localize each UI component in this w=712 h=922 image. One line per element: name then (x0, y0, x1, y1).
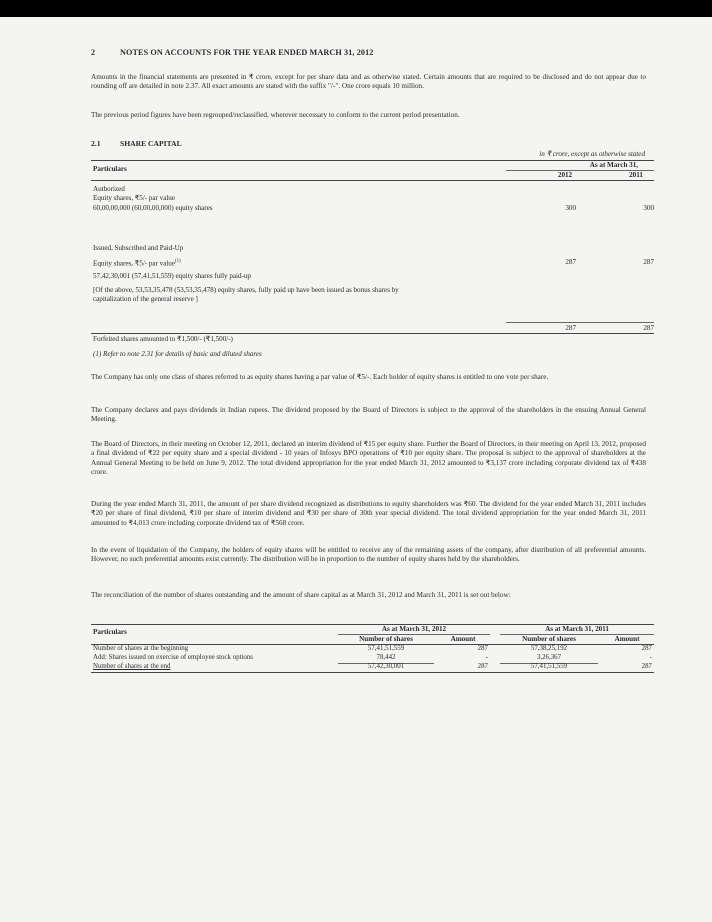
bonus-note: [Of the above, 53,53,35,478 (53,53,35,478) equity shares, fully paid up have been issued as bonus shares by capitalization of the general reserve ] (93, 286, 399, 304)
authorized-line2: 60,00,00,000 (60,00,00,000) equity shares (93, 204, 213, 212)
recon-row-n2012: 78,442 (376, 654, 396, 661)
table-rule (91, 672, 654, 673)
paragraph-share-class: The Company has only one class of shares referred to as equity shares having a par value of ₹5/-. Each holder of equity shares is entitled to one vote per share. (91, 373, 549, 381)
paragraph-dividends: The Company declares and pays dividends in Indian rupees. The dividend proposed by the Board of Directors is subject to the approval of the shareholders in the ensuing Annual General Meeting. (91, 406, 646, 424)
authorized-2012: 300 (565, 204, 576, 212)
recon-row-a2012: 287 (477, 645, 488, 652)
table-rule (506, 322, 654, 323)
recon-row-n2011: 57,41,51,559 (530, 663, 568, 670)
authorized-label: Authorized (93, 185, 125, 193)
issued-superscript: (1) (174, 259, 181, 264)
intro-paragraph: Amounts in the financial statements are presented in ₹ crore, except for per share data and as otherwise stated. Certain amounts that are required to be disclosed and do not appear due to rounding off are detailed in note 2.37. All exact amounts are stated with the suffix "/-". One crore equals 10 million. (91, 73, 646, 91)
subsection-number: 2.1 (91, 139, 101, 148)
recon-row-a2011: 287 (641, 645, 652, 652)
recon-col-2012: As at March 31, 2012 (381, 625, 447, 633)
recon-col-amt-2012: Amount (450, 635, 476, 643)
recon-row-n2012: 57,41,51,559 (367, 645, 405, 652)
recon-row-a2012: 287 (477, 663, 488, 670)
footnote: (1) Refer to note 2.31 for details of basic and diluted shares (93, 350, 262, 358)
recon-col-amt-2011: Amount (614, 635, 640, 643)
recon-col-2011: As at March 31, 2011 (545, 625, 609, 633)
recon-row-a2011: - (649, 654, 652, 661)
authorized-line1: Equity shares, ₹5/- par value (93, 194, 175, 202)
document-page (0, 17, 712, 922)
recon-row-label: Number of shares at the end (93, 663, 171, 670)
paragraph-interim-dividend: The Board of Directors, in their meeting on October 12, 2011, declared an interim dividend of ₹15 per equity share. Further the Board of Directors, in their meeting on April 13, 2012, proposed a final dividend of ₹22 per equity share and a special dividend - 10 years of Infosys BPO operations of ₹10 per equity share. The proposal is subject to the approval of shareholders at the Annual General Meeting to be held on June 9, 2012. The total dividend appropriation for the year ended March 31, 2012 amounted to ₹3,137 crore including corporate dividend tax of ₹438 crore. (91, 440, 646, 477)
section-title: NOTES ON ACCOUNTS FOR THE YEAR ENDED MARCH 31, 2012 (120, 48, 374, 57)
paragraph-dividend-2011: During the year ended March 31, 2011, the amount of per share dividend recognized as distributions to equity shareholders was ₹60. The dividend for the year ended March 31, 2011 includes ₹20 per share of final dividend, ₹10 per share of interim dividend and ₹30 per share of 30th year special dividend. The total dividend appropriation for the year ended March 31, 2011 amounted to ₹4,013 crore including corporate dividend tax of ₹568 crore. (91, 500, 646, 527)
regrouped-paragraph: The previous period figures have been regrouped/reclassified, wherever necessary to conform to the current period presentation. (91, 111, 460, 119)
issued-line1 (93, 257, 181, 269)
recon-row-a2011: 287 (641, 663, 652, 670)
issued-line2: 57,42,30,001 (57,41,51,559) equity shares fully paid-up (93, 272, 251, 280)
recon-col-num-2012: Number of shares (359, 635, 413, 643)
total-2012: 287 (565, 324, 576, 332)
col-2012: 2012 (557, 171, 573, 179)
authorized-2011: 300 (643, 204, 654, 212)
recon-col-num-2011: Number of shares (522, 635, 576, 643)
issued-2012: 287 (565, 258, 576, 266)
recon-row-n2011: 3,26,367 (536, 654, 562, 661)
paragraph-liquidation: In the event of liquidation of the Company, the holders of equity shares will be entitled to receive any of the remaining assets of the company, after distribution of all preferential amounts. However, no such preferential amounts exist currently. The distribution will be in proportion to the number of equity shares held by the shareholders. (91, 546, 646, 564)
issued-line1-text: Equity shares, ₹5/- par value (93, 259, 175, 268)
paragraph-reconciliation: The reconciliation of the number of shares outstanding and the amount of share capital as at March 31, 2012 and March 31, 2011 is set out below: (91, 591, 511, 599)
col-as-at: As at March 31, (589, 161, 638, 169)
table-rule (91, 333, 654, 334)
recon-col-particulars: Particulars (93, 628, 127, 636)
recon-row-n2012: 57,42,30,001 (367, 663, 405, 670)
issued-2011: 287 (643, 258, 654, 266)
subsection-title: SHARE CAPITAL (120, 139, 182, 148)
recon-row-n2011: 57,38,25,192 (530, 645, 568, 652)
recon-row-label: Add: Shares issued on exercise of employee stock options (93, 654, 253, 661)
issued-label: Issued, Subscribed and Paid-Up (93, 244, 184, 252)
total-2011: 287 (643, 324, 654, 332)
forfeited-note: Forfeited shares amounted to ₹1,500/- (₹1,500/-) (93, 335, 233, 343)
col-particulars: Particulars (93, 165, 127, 173)
section-number: 2 (91, 48, 96, 57)
table-rule (91, 180, 654, 181)
recon-row-a2012: - (485, 654, 488, 661)
unit-note: in ₹ crore, except as otherwise stated (539, 150, 645, 158)
col-2011: 2011 (629, 171, 643, 179)
recon-row-label: Number of shares at the beginning (93, 645, 189, 652)
